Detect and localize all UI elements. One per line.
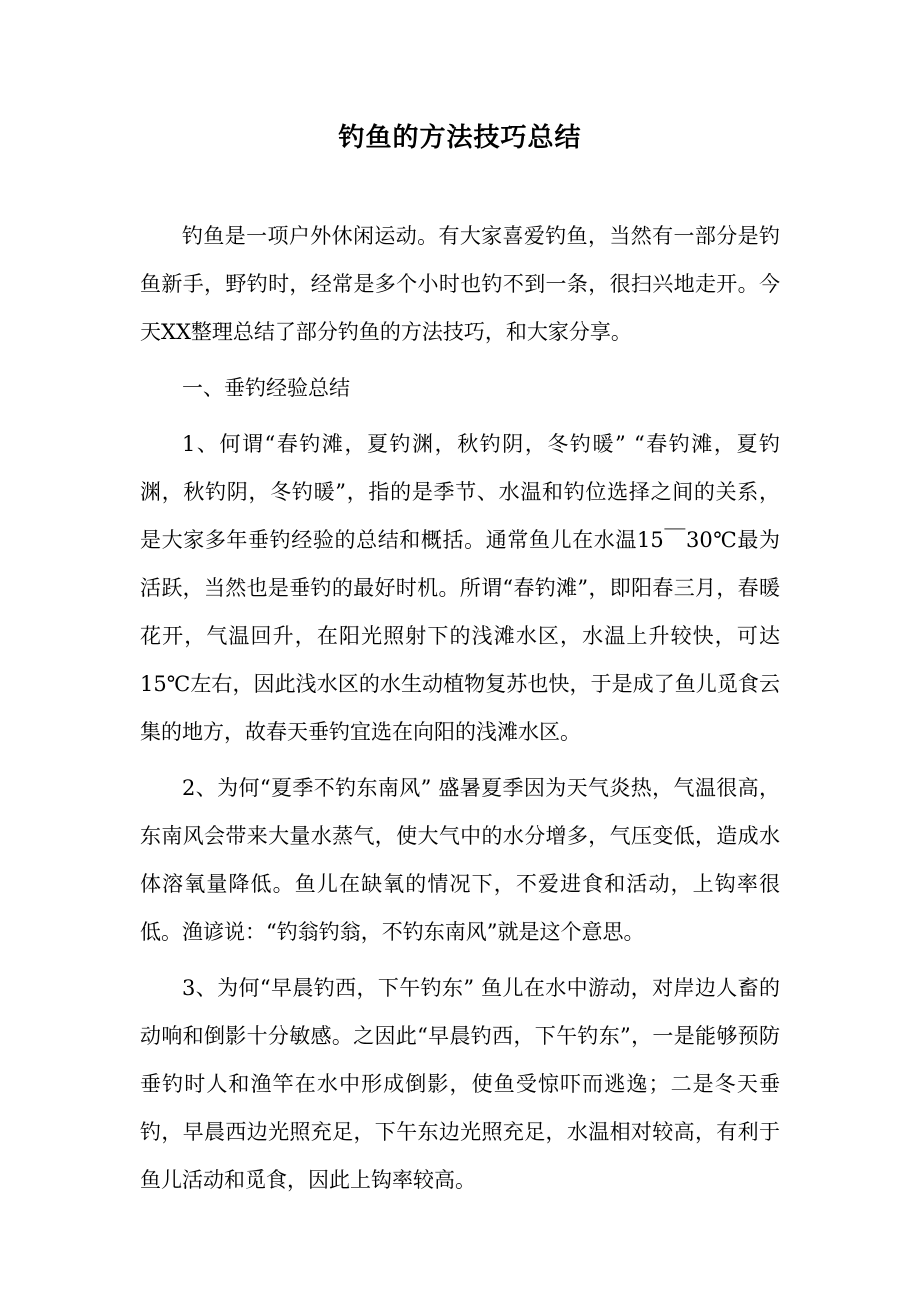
paragraph-item-3: 3、为何“早晨钓西，下午钓东” 鱼儿在水中游动，对岸边人畜的动响和倒影十分敏感。之因此“早晨钓西，下午钓东”，一是能够预防垂钓时人和渔竿在水中形成倒影，使鱼受惊吓而逃逸；二是冬天垂钓，早晨西边光照充足，下午东边光照充足，水温相对较高，有利于鱼儿活动和觅食，因此上钩率较高。 [140, 976, 780, 1192]
paragraph-intro: 钓鱼是一项户外休闲运动。有大家喜爱钓鱼，当然有一部分是钓鱼新手，野钓时，经常是多个小时也钓不到一条，很扫兴地走开。今天XX整理总结了部分钓鱼的方法技巧，和大家分享。 [140, 224, 780, 344]
paragraph-item-2: 2、为何“夏季不钓东南风” 盛暑夏季因为天气炎热，气温很高，东南风会带来大量水蒸气，使大气中的水分增多，气压变低，造成水体溶氧量降低。鱼儿在缺氧的情况下，不爱进食和活动，上钩率很低。渔谚说：“钓翁钓翁，不钓东南风”就是这个意思。 [140, 776, 780, 944]
paragraph-item-1: 1、何谓“春钓滩，夏钓渊，秋钓阴，冬钓暖” “春钓滩，夏钓渊，秋钓阴，冬钓暖”，指的是季节、水温和钓位选择之间的关系，是大家多年垂钓经验的总结和概括。通常鱼儿在水温15￣30℃最为活跃，当然也是垂钓的最好时机。所谓“春钓滩”，即阳春三月，春暖花开，气温回升，在阳光照射下的浅滩水区，水温上升较快，可达15℃左右，因此浅水区的水生动植物复苏也快，于是成了鱼儿觅食云集的地方，故春天垂钓宜选在向阳的浅滩水区。 [140, 432, 780, 744]
section-heading: 一、垂钓经验总结 [182, 376, 350, 400]
document-title: 钓鱼的方法技巧总结 [338, 123, 582, 153]
document-body [140, 212, 780, 1212]
